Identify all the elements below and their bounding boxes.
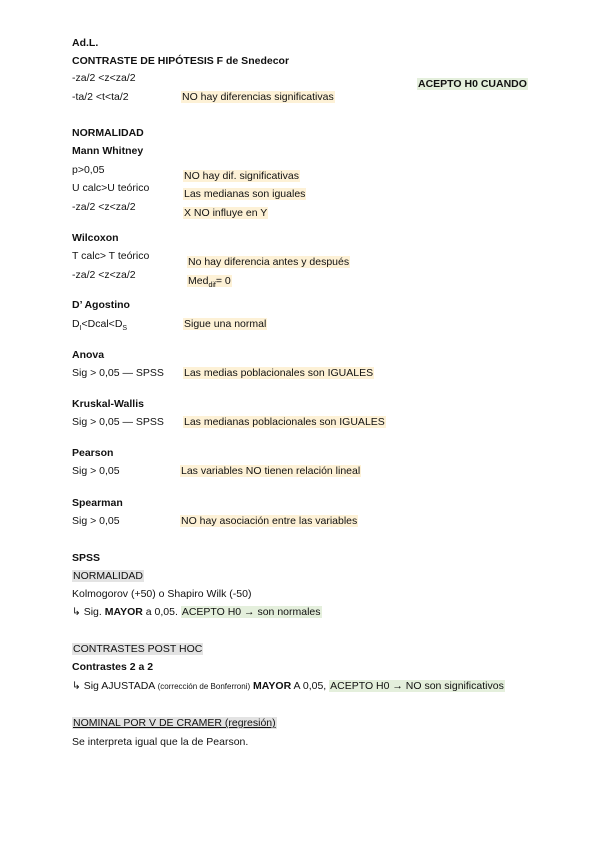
spearman-title: Spearman xyxy=(72,497,123,509)
wilcoxon-c2-1: Med$_{dif}$= 0 xyxy=(188,275,231,290)
mann-c1-0: p>0,05 xyxy=(72,164,105,176)
t-result: NO hay diferencias significativas xyxy=(182,91,334,103)
doc-title: CONTRASTE DE HIPÓTESIS F de Snedecor xyxy=(72,55,290,67)
posthoc-line: ↳ Sig AJUSTADA (corrección de Bonferroni) MAYOR A 0,05, ACEPTO H0 → NO son significativos xyxy=(72,680,504,692)
pearson-c1: Sig > 0,05 xyxy=(72,465,120,477)
dagostino-title: D’ Agostino xyxy=(72,299,130,311)
kruskal-c2: Las medianas poblacionales son IGUALES xyxy=(184,416,385,428)
nominal-text: Se interpreta igual que la de Pearson. xyxy=(72,736,249,748)
anova-title: Anova xyxy=(72,349,105,361)
normalidad-heading: NORMALIDAD xyxy=(72,127,144,139)
posthoc-sub: Contrastes 2 a 2 xyxy=(72,661,154,673)
spss-sig-line: ↳ Sig. MAYOR a 0,05. ACEPTO H0 → son normales xyxy=(72,606,321,618)
anova-c2: Las medias poblacionales son IGUALES xyxy=(184,367,374,379)
accept-title: ACEPTO H0 CUANDO xyxy=(418,78,527,90)
mann-c1-2: -za/2 <z<za/2 xyxy=(72,201,136,213)
pearson-c2: Las variables NO tienen relación lineal xyxy=(181,465,361,477)
mann-c1-1: U calc>U teórico xyxy=(72,182,150,194)
wilcoxon-c1-0: T calc> T teórico xyxy=(72,250,150,262)
spss-kolmogorov: Kolmogorov (+50) o Shapiro Wilk (-50) xyxy=(72,588,252,600)
spss-heading: SPSS xyxy=(72,552,101,564)
mann-c2-2: X NO influye en Y xyxy=(184,207,268,219)
z-range: -za/2 <z<za/2 xyxy=(72,72,136,84)
wilcoxon-title: Wilcoxon xyxy=(72,232,119,244)
t-range: -ta/2 <t<ta/2 xyxy=(72,91,129,103)
spearman-c2: NO hay asociación entre las variables xyxy=(181,515,358,527)
mann-title: Mann Whitney xyxy=(72,145,144,157)
kruskal-c1: Sig > 0,05 — SPSS xyxy=(72,416,164,428)
spss-normalidad-label: NORMALIDAD xyxy=(73,570,144,582)
mann-c2-1: Las medianas son iguales xyxy=(184,188,306,200)
author: Ad.L. xyxy=(72,37,99,49)
nominal-heading: NOMINAL POR V DE CRAMER (regresión) xyxy=(73,717,276,729)
mann-c2-0: NO hay dif. significativas xyxy=(184,170,299,182)
anova-c1: Sig > 0,05 — SPSS xyxy=(72,367,164,379)
wilcoxon-c2-0: No hay diferencia antes y después xyxy=(188,256,350,268)
pearson-title: Pearson xyxy=(72,447,114,459)
wilcoxon-c1-1: -za/2 <z<za/2 xyxy=(72,269,136,281)
spearman-c1: Sig > 0,05 xyxy=(72,515,120,527)
posthoc-heading: CONTRASTES POST HOC xyxy=(73,643,203,655)
dagostino-c2: Sigue una normal xyxy=(184,318,267,330)
kruskal-title: Kruskal-Wallis xyxy=(72,398,144,410)
dagostino-c1: $D_I<Dcal<D_S$ xyxy=(72,318,128,333)
